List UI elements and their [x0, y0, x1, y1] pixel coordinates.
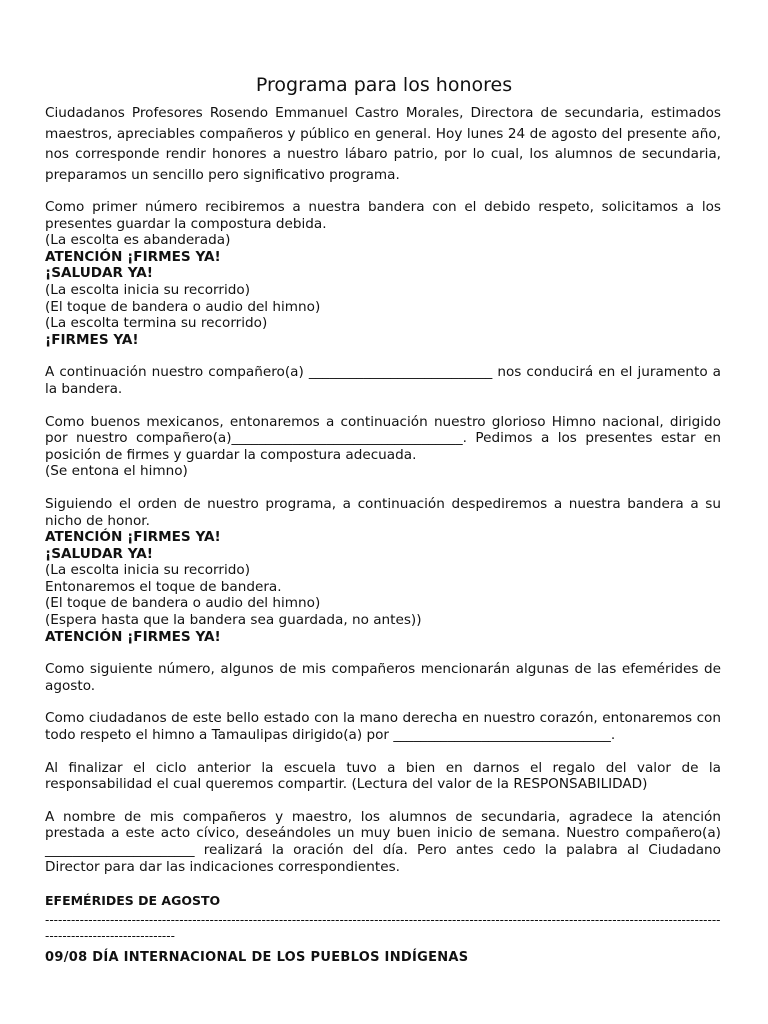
separator-dashes: ------------------------------------------------------------------------------------------------------------------------------------------------------------------------------------------: [45, 912, 721, 943]
section7-paragraph: Al finalizar el ciclo anterior la escuela tuvo a bien en darnos el regalo del valor de la responsabilidad el cual queremos compartir. (Lectura del valor de la RESPONSABILIDAD): [45, 759, 721, 793]
section1-command-firmes-end: ¡FIRMES YA!: [45, 331, 139, 348]
section1-command-firmes: ATENCIÓN ¡FIRMES YA!: [45, 248, 221, 265]
section4-command-firmes: ATENCIÓN ¡FIRMES YA!: [45, 529, 221, 546]
section6-paragraph: Como ciudadanos de este bello estado con la mano derecha en nuestro corazón, entonaremos con todo respeto el himno a Tamaulipas dirigido(a) por ________________________________.: [45, 710, 721, 744]
section4-paragraph: Siguiendo el orden de nuestro programa, a continuación despediremos a nuestra bandera a su nicho de honor.: [45, 495, 721, 529]
section4-line4: Entonaremos el toque de bandera.: [45, 578, 282, 595]
section4-line5: (El toque de bandera o audio del himno): [45, 595, 321, 612]
document-body: [45, 103, 721, 966]
section4-command-saludar: ¡SALUDAR YA!: [45, 545, 153, 562]
section5-paragraph: Como siguiente número, algunos de mis compañeros mencionarán algunas de las efemérides de agosto.: [45, 661, 721, 694]
section1-line6: (La escolta termina su recorrido): [45, 315, 268, 332]
intro-paragraph: Ciudadanos Profesores Rosendo Emmanuel Castro Morales, Directora de secundaria, estimados maestros, apreciables compañeros y público en general. Hoy lunes 24 de agosto del presente año, nos corresponde rendir honores a nuestro lábaro patrio, por lo cual, los alumnos de secundaria, preparamos un sencillo pero significativo programa.: [45, 105, 721, 183]
page-title: Programa para los honores: [255, 74, 513, 96]
section1-line1: (La escolta es abanderada): [45, 232, 231, 249]
section3-paragraph: Como buenos mexicanos, entonaremos a continuación nuestro glorioso Himno nacional, dirigido por nuestro compañero(a)__________________________________. Pedimos a los presentes estar en posición de firmes y guardar la compostura adecuada.: [45, 413, 721, 463]
section8-paragraph: A nombre de mis compañeros y maestro, los alumnos de secundaria, agradece la atención prestada a este acto cívico, deseándoles un muy buen inicio de semana. Nuestro compañero(a) ______________________ realizará la oración del día. Pero antes cedo la palabra al Ciudadano Director para dar las indicaciones correspondientes.: [45, 808, 721, 875]
section4-line6: (Espera hasta que la bandera sea guardada, no antes)): [45, 612, 422, 629]
section2-paragraph: A continuación nuestro compañero(a) ___________________________ nos conducirá en el juramento a la bandera.: [45, 364, 721, 397]
section1-command-saludar: ¡SALUDAR YA!: [45, 265, 153, 282]
section1-line5: (El toque de bandera o audio del himno): [45, 298, 321, 315]
section1-line4: (La escolta inicia su recorrido): [45, 281, 251, 298]
section1-paragraph: Como primer número recibiremos a nuestra bandera con el debido respeto, solicitamos a los presentes guardar la compostura debida.: [45, 199, 721, 232]
section4-command-firmes-end: ATENCIÓN ¡FIRMES YA!: [45, 628, 221, 645]
section3-line1: (Se entona el himno): [45, 463, 188, 480]
efemerides-heading: EFEMÉRIDES DE AGOSTO: [45, 893, 221, 909]
efemeride-item: 09/08 DÍA INTERNACIONAL DE LOS PUEBLOS INDÍGENAS: [45, 949, 469, 965]
section4-line3: (La escolta inicia su recorrido): [45, 562, 251, 579]
